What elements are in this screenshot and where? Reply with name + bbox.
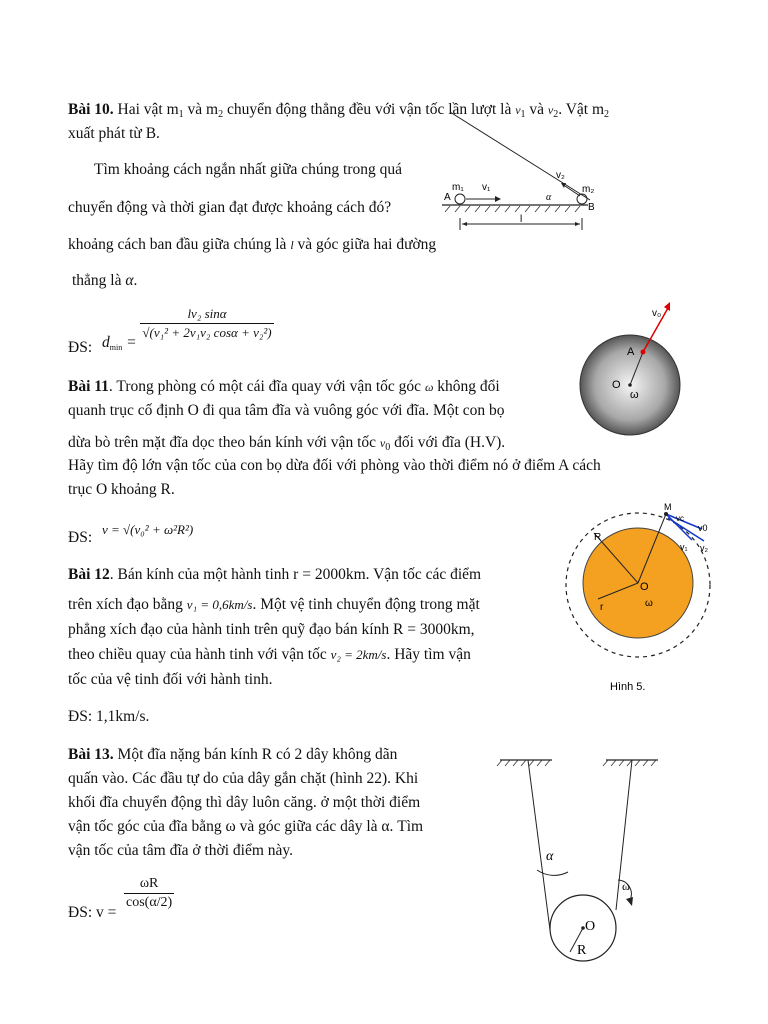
fig12-M: M: [664, 502, 672, 512]
p13-line5: vận tốc của tâm đĩa ở thời điểm này.: [68, 842, 293, 859]
p12-line4: theo chiều quay của hành tinh với vận tốc v₂ = 2km/s. Hãy tìm vận: [68, 646, 471, 663]
p11-answer-label: ĐS:: [68, 529, 93, 546]
fig11-A: A: [627, 346, 635, 358]
fig11-v0: v₀: [652, 308, 662, 319]
p10-line2: xuất phát từ B.: [68, 125, 160, 142]
p10-title: Bài 10.: [68, 101, 114, 118]
p10-line1: Bài 10. Hai vật $m_1$ và $m_2$ chuyển động thẳng đều với vận tốc lần lượt là $v_1$ và $v_2$. Vật $m_2$: [68, 101, 610, 120]
fig10-B: B: [588, 202, 595, 213]
fig12-r: r: [600, 602, 604, 613]
p13-answer-label: ĐS: v =: [68, 904, 117, 921]
p13-line2: quấn vào. Các đầu tự do của dây gắn chặt (hình 22). Khi: [68, 770, 419, 787]
fig10-A: A: [444, 192, 451, 203]
p10-line3: Tìm khoảng cách ngắn nhất giữa chúng trong quá: [94, 161, 402, 178]
fig10-v2: v₂: [556, 170, 565, 181]
fig10-m1: m₁: [452, 182, 464, 193]
p10-formula: $d_{min}$ = $\frac{\text{lv₂ sinα}}{\text{√(v₁² + 2v₁v₂ cosα + v₂²)}}$: [102, 306, 272, 353]
fig12-omega: ω: [645, 598, 653, 609]
p11-line1: Bài 11. Trong phòng có một cái đĩa quay với vận tốc góc ω không đổi: [68, 378, 500, 395]
fig10-m2: m₂: [582, 184, 595, 195]
fig12-v0: v0: [698, 523, 708, 533]
fig13-alpha: α: [546, 849, 554, 864]
p11-line2: quanh trục cố định O đi qua tâm đĩa và vuông góc với đĩa. Một con bọ: [68, 402, 505, 419]
fig12-caption: Hình 5.: [610, 681, 646, 693]
p11-formula: v = √(v₀² + ω²R²): [102, 522, 194, 537]
p12-line3: phẳng xích đạo của hành tinh trên quỹ đạo bán kính R = 3000km,: [68, 621, 475, 638]
p11-line3: dừa bò trên mặt đĩa dọc theo bán kính với vận tốc $v_0$ đối với đĩa (H.V).: [68, 434, 506, 453]
p13-line1: Bài 13. Một đĩa nặng bán kính R có 2 dây không dãn: [68, 746, 398, 763]
p10-line4: chuyển động và thời gian đạt được khoảng cách đó?: [68, 199, 392, 216]
p12-line5: tốc của vệ tinh đối với hành tinh.: [68, 671, 273, 688]
fig12-v2: v₂: [700, 543, 708, 553]
p12-line2: trên xích đạo bằng v₁ = 0,6km/s. Một vệ tinh chuyển động trong mặt: [68, 596, 480, 613]
fig11-O: O: [612, 379, 621, 391]
p10-answer-label: ĐS:: [68, 339, 93, 356]
fig10-v1: v₁: [482, 182, 491, 193]
p10-line5: khoảng cách ban đầu giữa chúng là l và góc giữa hai đường: [68, 236, 437, 253]
fig12-vc: vc: [676, 514, 684, 523]
p13-line3: khối đĩa chuyển động thì dây luôn căng. ở một thời điểm: [68, 794, 421, 811]
fig10-alpha: α: [546, 192, 552, 203]
p10-line6: thẳng là α.: [72, 272, 138, 289]
fig13-omega: ω: [622, 879, 630, 893]
fig10-l: l: [520, 214, 523, 225]
fig13-O: O: [585, 919, 596, 934]
p12-answer: ĐS: 1,1km/s.: [68, 708, 150, 725]
p13-line4: vận tốc góc của đĩa bằng ω và góc giữa các dây là α. Tìm: [68, 818, 424, 835]
fig12-R: R: [594, 532, 602, 543]
fig13-R: R: [577, 943, 587, 958]
p11-line5: trục O khoảng R.: [68, 481, 175, 498]
p12-line1: Bài 12. Bán kính của một hành tinh r = 2000km. Vận tốc các điểm: [68, 566, 482, 583]
fig12-O: O: [640, 581, 649, 593]
fig12-v1: v₁: [680, 542, 688, 552]
fig11-omega: ω: [630, 389, 639, 401]
p13-title: Bài 13.: [68, 746, 114, 763]
p13-formula: $\frac{\omega R}{\cos(\alpha/2)}$: [126, 876, 173, 910]
p12-title: Bài 12: [68, 566, 110, 583]
p11-line4: Hãy tìm độ lớn vận tốc của con bọ dừa đối với phòng vào thời điểm nó ở điểm A cách: [68, 457, 601, 474]
p11-title: Bài 11: [68, 378, 109, 395]
